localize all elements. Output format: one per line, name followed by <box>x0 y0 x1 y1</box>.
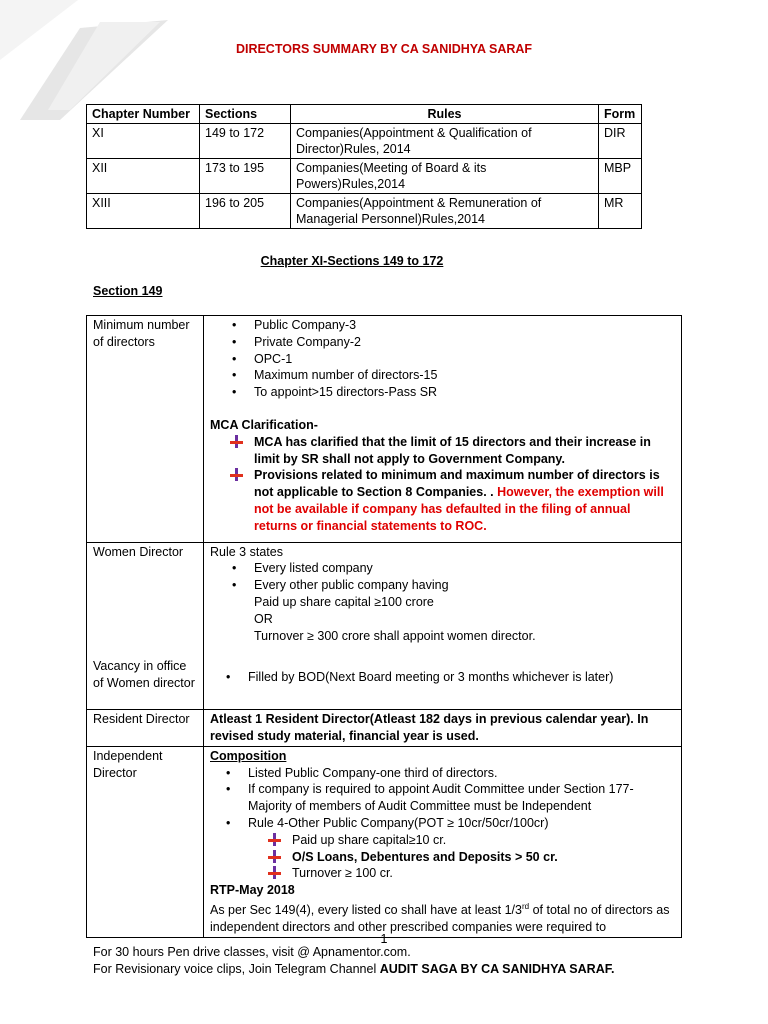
cell-sections: 149 to 172 <box>200 124 291 159</box>
exemption-warning: However, the exemption will not be available if company has defaulted in the filing of annual returns or financial statements to ROC. <box>254 485 664 533</box>
content-independent-director: Composition • Listed Public Company-one third of directors. • If company is required to appoint Audit Committee under Section 177- Majority of members of Audit Committee must be Independent • Rule 4-Other Public Company(POT ≥ 10cr/50cr/100cr) Paid up share capital≥10 cr. O/S Loans, Debentures and Deposits > 50 cr. Turnover ≥ 100 cr. RTP-May 2018 As per Sec 149(4), every listed co shall have at least 1/3rd of total no of directors as independent directors and other prescribed companies were required to <box>204 746 682 937</box>
pin-arrow-icon <box>230 435 243 448</box>
table-row <box>87 194 642 229</box>
cell-chapter: XII <box>87 159 200 194</box>
label-independent-director: Independent Director <box>87 746 204 937</box>
list-item: • If company is required to appoint Audit Committee under Section 177- Majority of members of Audit Committee must be Independent <box>210 781 675 815</box>
list-item: Turnover ≥ 100 cr. <box>210 865 675 882</box>
list-item: • To appoint>15 directors-Pass SR <box>210 384 675 401</box>
section-heading: Section 149 <box>93 284 163 298</box>
header-form: Form <box>599 105 642 124</box>
cell-form: DIR <box>599 124 642 159</box>
row-min-directors <box>87 316 682 543</box>
cell-rules: Companies(Appointment & Remuneration of Managerial Personnel)Rules,2014 <box>291 194 599 229</box>
content-min-directors <box>204 316 682 543</box>
header-sections: Sections <box>200 105 291 124</box>
list-item: • Private Company-2 <box>210 334 675 351</box>
pin-arrow-icon <box>230 468 243 481</box>
section-149-table <box>86 315 682 938</box>
list-item: • OPC-1 <box>210 351 675 368</box>
header-chapter: Chapter Number <box>87 105 200 124</box>
list-item: • Maximum number of directors-15 <box>210 367 675 384</box>
list-item: MCA has clarified that the limit of 15 directors and their increase in limit by SR shall not apply to Government Company. <box>210 434 675 468</box>
cell-form: MR <box>599 194 642 229</box>
label-vacancy: Vacancy in office of Women director <box>93 659 195 691</box>
list-item: Provisions related to minimum and maximum number of directors is not applicable to Section 8 Companies. . However, the exemption will not be available if company has defaulted in the filing of annual returns or financial statements to ROC. <box>210 467 675 534</box>
rtp-heading: RTP-May 2018 <box>210 883 295 898</box>
page-number: 1 <box>380 932 388 946</box>
list-item: Paid up share capital≥10 cr. <box>210 832 675 849</box>
list-item: • Every other public company having <box>210 577 675 594</box>
label-women-director: Women Director Vacancy in office of Women director <box>87 542 204 710</box>
header-rules: Rules <box>291 105 599 124</box>
label-resident-director: Resident Director <box>87 710 204 747</box>
rtp-text: As per Sec 149(4), every listed co shall have at least 1/3rd of total no of directors as independent directors and other prescribed companies were required to <box>210 901 670 934</box>
list-item: • Filled by BOD(Next Board meeting or 3 months whichever is later) <box>210 669 675 686</box>
pin-arrow-icon <box>268 850 281 863</box>
pin-arrow-icon <box>268 833 281 846</box>
content-resident-director: Atleast 1 Resident Director(Atleast 182 days in previous calendar year). In revised study material, financial year is used. <box>204 710 682 747</box>
table-row <box>87 159 642 194</box>
footer <box>93 944 614 978</box>
corner-decoration <box>0 0 190 120</box>
list-item: • Every listed company <box>210 560 675 577</box>
document-title: DIRECTORS SUMMARY BY CA SANIDHYA SARAF <box>235 42 533 56</box>
cell-chapter: XI <box>87 124 200 159</box>
chapter-summary-table <box>86 104 642 229</box>
footer-line-1: For 30 hours Pen drive classes, visit @ Apnamentor.com. <box>93 945 411 959</box>
mca-clarification-title: MCA Clarification- <box>210 417 318 432</box>
chapter-heading: Chapter XI-Sections 149 to 172 <box>260 254 444 268</box>
list-item: • Public Company-3 <box>210 317 675 334</box>
row-resident-director <box>87 710 682 747</box>
label-min-directors: Minimum number of directors <box>87 316 204 543</box>
table-header-row <box>87 105 642 124</box>
list-item: O/S Loans, Debentures and Deposits > 50 cr. <box>210 849 675 866</box>
list-item: • Listed Public Company-one third of directors. <box>210 765 675 782</box>
cell-sections: 173 to 195 <box>200 159 291 194</box>
content-women-director: Rule 3 states • Every listed company • Every other public company having Paid up share capital ≥100 crore OR Turnover ≥ 300 crore shall appoint women director. • Filled by BOD(Next Board meeting or 3 months whichever is later) <box>204 542 682 710</box>
table-row <box>87 124 642 159</box>
footer-line-2: For Revisionary voice clips, Join Telegram Channel AUDIT SAGA BY CA SANIDHYA SARAF. <box>93 962 615 976</box>
row-women-director <box>87 542 682 710</box>
cell-rules: Companies(Appointment & Qualification of Director)Rules, 2014 <box>291 124 599 159</box>
cell-form: MBP <box>599 159 642 194</box>
cell-sections: 196 to 205 <box>200 194 291 229</box>
pin-arrow-icon <box>268 866 281 879</box>
row-independent-director <box>87 746 682 937</box>
cell-rules: Companies(Meeting of Board & its Powers)Rules,2014 <box>291 159 599 194</box>
list-item: • Rule 4-Other Public Company(POT ≥ 10cr/50cr/100cr) <box>210 815 675 832</box>
cell-chapter: XIII <box>87 194 200 229</box>
